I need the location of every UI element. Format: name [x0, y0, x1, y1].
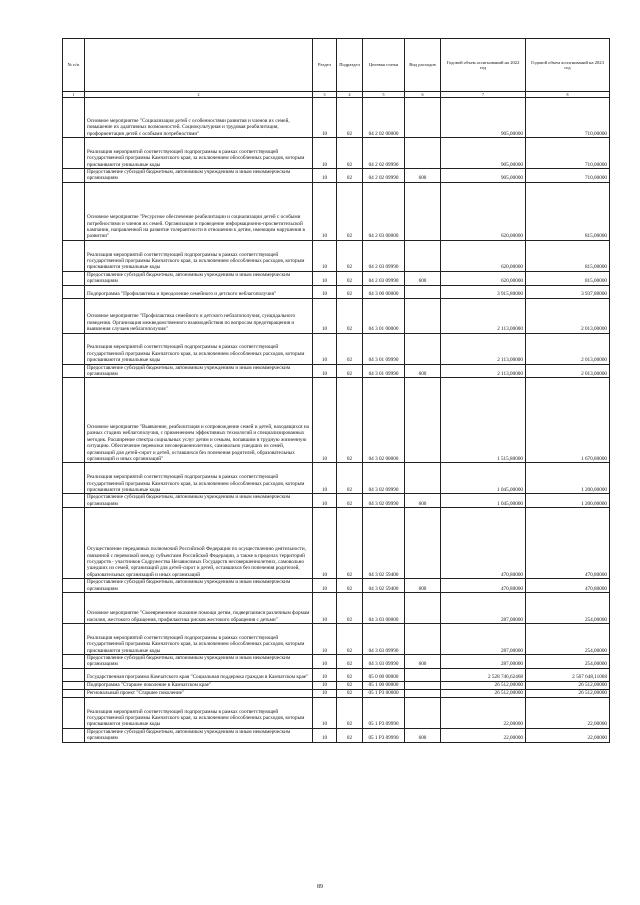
row-2023-cell: 2 013,00000	[526, 298, 610, 333]
row-number-cell	[63, 463, 85, 494]
row-2022-cell: 2 113,00000	[441, 298, 526, 333]
row-2022-cell: 905,00000	[441, 98, 526, 138]
table-row	[63, 681, 610, 689]
row-subsection-cell: 02	[337, 169, 363, 183]
row-2022-cell: 22,00000	[441, 728, 526, 742]
row-target-cell: 04 3 03 09990	[363, 624, 405, 655]
row-exp-type-cell	[405, 333, 441, 364]
row-exp-type-cell: 600	[405, 655, 441, 669]
row-2022-cell: 287,00000	[441, 593, 526, 624]
row-subsection-cell: 02	[337, 593, 363, 624]
row-2022-cell: 905,00000	[441, 138, 526, 169]
row-2023-cell: 815,00000	[526, 240, 610, 271]
table-body	[63, 98, 610, 743]
row-name-cell: Основное мероприятие "Ресурсное обеспечение реабилитации и социализации детей с особыми потребностями и членов их семей. Организация и проведение информационно-просветительской кампании, направленной на развитие толерантности в отношении к детям, имеющим нарушения в развитии"	[85, 182, 313, 240]
row-subsection-cell: 02	[337, 378, 363, 463]
row-target-cell: 04 3 01 09990	[363, 364, 405, 378]
row-section-cell: 10	[313, 378, 337, 463]
row-number-cell	[63, 169, 85, 183]
column-number: 1	[63, 92, 85, 98]
row-exp-type-cell: 600	[405, 494, 441, 508]
row-exp-type-cell	[405, 285, 441, 298]
row-section-cell: 10	[313, 182, 337, 240]
row-target-cell: 04 2 02 09990	[363, 169, 405, 183]
row-subsection-cell: 02	[337, 333, 363, 364]
row-2023-cell: 26 512,00000	[526, 681, 610, 689]
row-number-cell	[63, 689, 85, 697]
row-target-cell: 04 3 02 09990	[363, 494, 405, 508]
row-section-cell: 10	[313, 579, 337, 593]
row-exp-type-cell	[405, 138, 441, 169]
header-subsection: Подраздел	[337, 39, 363, 92]
row-name-cell: Предоставление субсидий бюджетным, автономным учреждениям и иным некоммерческим организациям	[85, 494, 313, 508]
row-subsection-cell: 02	[337, 728, 363, 742]
row-number-cell	[63, 624, 85, 655]
table-row	[63, 624, 610, 655]
row-number-cell	[63, 579, 85, 593]
column-number: 4	[337, 92, 363, 98]
row-subsection-cell: 02	[337, 182, 363, 240]
row-subsection-cell: 02	[337, 655, 363, 669]
row-exp-type-cell	[405, 593, 441, 624]
row-target-cell: 05 1 P3 09990	[363, 697, 405, 728]
row-subsection-cell: 02	[337, 138, 363, 169]
table-row	[63, 182, 610, 240]
row-section-cell: 10	[313, 364, 337, 378]
table-row	[63, 689, 610, 697]
row-exp-type-cell: 600	[405, 169, 441, 183]
row-name-cell: Предоставление субсидий бюджетным, автономным учреждениям и иным некоммерческим организациям	[85, 169, 313, 183]
table-row	[63, 508, 610, 579]
row-name-cell: Реализация мероприятий соответствующей подпрограммы в рамках соответствующей государственной программы Камчатского края, за исключением обособленных расходов, которым присваиваются уникальные коды	[85, 240, 313, 271]
row-number-cell	[63, 655, 85, 669]
row-number-cell	[63, 240, 85, 271]
table-row	[63, 333, 610, 364]
row-target-cell: 04 3 03 00000	[363, 593, 405, 624]
table-row	[63, 271, 610, 285]
row-subsection-cell: 02	[337, 98, 363, 138]
row-number-cell	[63, 378, 85, 463]
row-number-cell	[63, 98, 85, 138]
table-row	[63, 285, 610, 298]
row-section-cell: 10	[313, 494, 337, 508]
row-name-cell: Реализация мероприятий соответствующей подпрограммы в рамках соответствующей государственной программы Камчатского края, за исключением обособленных расходов, которым присваиваются уникальные коды	[85, 463, 313, 494]
row-exp-type-cell: 600	[405, 364, 441, 378]
row-2022-cell: 1 515,80000	[441, 378, 526, 463]
row-subsection-cell: 02	[337, 668, 363, 681]
row-2022-cell: 287,00000	[441, 624, 526, 655]
table-row	[63, 728, 610, 742]
row-exp-type-cell: 600	[405, 728, 441, 742]
row-target-cell: 04 2 03 00000	[363, 182, 405, 240]
row-number-cell	[63, 364, 85, 378]
column-number: 8	[526, 92, 610, 98]
row-2023-cell: 26 512,00000	[526, 689, 610, 697]
row-subsection-cell: 02	[337, 579, 363, 593]
row-exp-type-cell	[405, 298, 441, 333]
row-number-cell	[63, 333, 85, 364]
row-name-cell: Основное мероприятие "Социализация детей с особенностями развития и членов их семей, повышение их адаптивных возможностей. Социокультурная и трудовая реабилитация, профориентация детей с особыми потребностями"	[85, 98, 313, 138]
row-2023-cell: 2 567 648,11068	[526, 668, 610, 681]
row-exp-type-cell	[405, 508, 441, 579]
row-section-cell: 10	[313, 697, 337, 728]
row-subsection-cell: 02	[337, 508, 363, 579]
row-name-cell: Подпрограмма "Профилактика и преодоление семейного и детского неблагополучия"	[85, 285, 313, 298]
row-exp-type-cell	[405, 668, 441, 681]
row-2023-cell: 710,00000	[526, 98, 610, 138]
row-exp-type-cell: 600	[405, 271, 441, 285]
row-exp-type-cell	[405, 182, 441, 240]
row-2023-cell: 1 670,80000	[526, 378, 610, 463]
row-subsection-cell: 02	[337, 463, 363, 494]
row-2023-cell: 2 013,00000	[526, 364, 610, 378]
row-section-cell: 10	[313, 668, 337, 681]
column-number: 7	[441, 92, 526, 98]
row-subsection-cell: 02	[337, 240, 363, 271]
row-2022-cell: 1 045,00000	[441, 494, 526, 508]
row-2022-cell: 26 512,00000	[441, 681, 526, 689]
row-target-cell: 04 3 02 00000	[363, 378, 405, 463]
row-number-cell	[63, 668, 85, 681]
row-section-cell: 10	[313, 271, 337, 285]
row-subsection-cell: 02	[337, 624, 363, 655]
row-2023-cell: 22,00000	[526, 697, 610, 728]
table-row	[63, 655, 610, 669]
row-exp-type-cell	[405, 624, 441, 655]
row-name-cell: Осуществление переданных полномочий Российской Федерации по осуществлению деятельности, связанной с перевозкой между субъектами Российской Федерации, а также в пределах территорий государств - участников Содружества Независимых Государств несовершеннолетних, самовольно ушедших из семей, организаций для детей-сирот и детей, оставшихся без попечения родителей, образовательных организаций и иных организаций	[85, 508, 313, 579]
row-2022-cell: 2 528 746,62468	[441, 668, 526, 681]
table-row	[63, 593, 610, 624]
row-target-cell: 05 0 00 00000	[363, 668, 405, 681]
row-2023-cell: 254,00000	[526, 624, 610, 655]
row-name-cell: Предоставление субсидий бюджетным, автономным учреждениям и иным некоммерческим организациям	[85, 364, 313, 378]
header-no: № п/п	[63, 39, 85, 92]
row-2023-cell: 710,00000	[526, 138, 610, 169]
table-row	[63, 298, 610, 333]
row-name-cell: Предоставление субсидий бюджетным, автономным учреждениям и иным некоммерческим организациям	[85, 579, 313, 593]
column-number: 6	[405, 92, 441, 98]
header-name	[85, 39, 313, 92]
row-section-cell: 10	[313, 689, 337, 697]
row-section-cell: 10	[313, 463, 337, 494]
table-row	[63, 668, 610, 681]
row-exp-type-cell	[405, 697, 441, 728]
row-target-cell: 04 3 01 09990	[363, 333, 405, 364]
row-2022-cell: 620,00000	[441, 240, 526, 271]
column-number: 2	[85, 92, 313, 98]
row-2022-cell: 1 045,00000	[441, 463, 526, 494]
row-name-cell: Региональный проект "Старшее поколение"	[85, 689, 313, 697]
row-2023-cell: 470,80000	[526, 579, 610, 593]
row-number-cell	[63, 494, 85, 508]
row-target-cell: 05 1 00 00000	[363, 681, 405, 689]
row-exp-type-cell	[405, 463, 441, 494]
row-section-cell: 10	[313, 298, 337, 333]
row-2022-cell: 2 113,00000	[441, 333, 526, 364]
row-number-cell	[63, 138, 85, 169]
row-exp-type-cell	[405, 689, 441, 697]
row-subsection-cell: 02	[337, 697, 363, 728]
page-number: 89	[317, 884, 323, 890]
row-exp-type-cell	[405, 98, 441, 138]
row-number-cell	[63, 508, 85, 579]
row-target-cell: 04 2 03 09990	[363, 240, 405, 271]
table-row	[63, 579, 610, 593]
row-subsection-cell: 02	[337, 494, 363, 508]
row-number-cell	[63, 697, 85, 728]
row-2023-cell: 470,80000	[526, 508, 610, 579]
table-row	[63, 378, 610, 463]
row-number-cell	[63, 298, 85, 333]
column-number: 3	[313, 92, 337, 98]
header-2023: Годовой объем ассигнований на 2023 год	[526, 39, 610, 92]
row-2022-cell: 620,00000	[441, 271, 526, 285]
row-number-cell	[63, 182, 85, 240]
row-2022-cell: 2 113,00000	[441, 364, 526, 378]
row-2023-cell: 1 200,00000	[526, 494, 610, 508]
row-subsection-cell: 02	[337, 271, 363, 285]
row-subsection-cell: 02	[337, 285, 363, 298]
row-2022-cell: 3 915,80000	[441, 285, 526, 298]
table-row	[63, 98, 610, 138]
table-row	[63, 463, 610, 494]
row-target-cell: 04 3 00 00000	[363, 285, 405, 298]
row-target-cell: 04 2 03 09990	[363, 271, 405, 285]
row-name-cell: Основное мероприятие "Своевременное оказание помощи детям, подвергшимся различным формам насилия, жестокого обращения, профилактика рисков жестокого обращения с детьми"	[85, 593, 313, 624]
row-section-cell: 10	[313, 508, 337, 579]
row-2023-cell: 710,00000	[526, 169, 610, 183]
table-row	[63, 169, 610, 183]
row-name-cell: Подпрограмма "Старшее поколение в Камчатском крае"	[85, 681, 313, 689]
row-section-cell: 10	[313, 681, 337, 689]
row-name-cell: Реализация мероприятий соответствующей подпрограммы в рамках соответствующей государственной программы Камчатского края, за исключением обособленных расходов, которым присваиваются уникальные коды	[85, 138, 313, 169]
row-exp-type-cell: 600	[405, 579, 441, 593]
row-number-cell	[63, 593, 85, 624]
row-2022-cell: 620,00000	[441, 182, 526, 240]
row-2022-cell: 287,00000	[441, 655, 526, 669]
row-subsection-cell: 02	[337, 689, 363, 697]
row-2022-cell: 26 512,00000	[441, 689, 526, 697]
row-name-cell: Реализация мероприятий соответствующей подпрограммы в рамках соответствующей государственной программы Камчатского края, за исключением обособленных расходов, которым присваиваются уникальные коды	[85, 624, 313, 655]
row-section-cell: 10	[313, 333, 337, 364]
row-name-cell: Основное мероприятие "Профилактика семейного и детского неблагополучия, суицидального поведения. Организация межведомственного взаимодействия по вопросам предотвращения и выявления случаев неблагополучия"	[85, 298, 313, 333]
row-target-cell: 04 2 02 09990	[363, 138, 405, 169]
row-2023-cell: 815,00000	[526, 271, 610, 285]
row-name-cell: Реализация мероприятий соответствующей подпрограммы в рамках соответствующей государственной программы Камчатского края, за исключением обособленных расходов, которым присваиваются уникальные коды	[85, 697, 313, 728]
header-2022: Годовой объем ассигнований на 2022 год	[441, 39, 526, 92]
row-2022-cell: 22,00000	[441, 697, 526, 728]
row-target-cell: 04 3 02 09990	[363, 463, 405, 494]
row-2022-cell: 470,80000	[441, 508, 526, 579]
row-target-cell: 04 3 03 09990	[363, 655, 405, 669]
table-row	[63, 138, 610, 169]
row-2023-cell: 1 200,00000	[526, 463, 610, 494]
row-target-cell: 04 3 01 00000	[363, 298, 405, 333]
row-section-cell: 10	[313, 593, 337, 624]
row-name-cell: Государственная программа Камчатского края "Социальная поддержка граждан в Камчатском крае"	[85, 668, 313, 681]
row-section-cell: 10	[313, 98, 337, 138]
row-2023-cell: 254,00000	[526, 593, 610, 624]
row-2022-cell: 470,80000	[441, 579, 526, 593]
row-2023-cell: 3 937,80000	[526, 285, 610, 298]
row-subsection-cell: 02	[337, 298, 363, 333]
row-subsection-cell: 02	[337, 681, 363, 689]
row-section-cell: 10	[313, 285, 337, 298]
row-name-cell: Предоставление субсидий бюджетным, автономным учреждениям и иным некоммерческим организациям	[85, 655, 313, 669]
row-number-cell	[63, 728, 85, 742]
header-target: Целевая статья	[363, 39, 405, 92]
column-number: 5	[363, 92, 405, 98]
row-exp-type-cell	[405, 681, 441, 689]
row-target-cell: 04 3 02 59400	[363, 508, 405, 579]
header-exp-type: Вид расходов	[405, 39, 441, 92]
row-target-cell: 05 1 P3 09990	[363, 728, 405, 742]
row-section-cell: 10	[313, 169, 337, 183]
header-section: Раздел	[313, 39, 337, 92]
row-section-cell: 10	[313, 655, 337, 669]
row-exp-type-cell	[405, 378, 441, 463]
row-name-cell: Предоставление субсидий бюджетным, автономным учреждениям и иным некоммерческим организациям	[85, 728, 313, 742]
row-subsection-cell: 02	[337, 364, 363, 378]
table-row	[63, 494, 610, 508]
row-2023-cell: 815,00000	[526, 182, 610, 240]
row-2023-cell: 22,00000	[526, 728, 610, 742]
budget-table	[62, 38, 610, 743]
row-name-cell: Реализация мероприятий соответствующей подпрограммы в рамках соответствующей государственной программы Камчатского края, за исключением обособленных расходов, которым присваиваются уникальные коды	[85, 333, 313, 364]
row-section-cell: 10	[313, 138, 337, 169]
table-header-row	[63, 39, 610, 92]
row-2022-cell: 905,00000	[441, 169, 526, 183]
row-section-cell: 10	[313, 624, 337, 655]
row-exp-type-cell	[405, 240, 441, 271]
row-target-cell: 04 2 02 00000	[363, 98, 405, 138]
row-name-cell: Основное мероприятие "Выявление, реабилитация и сопровождение семей и детей, находящихся на разных стадиях неблагополучия, с применением эффективных технологий и специализированных методик. Расширение спектра социальных услуг детям и семьям, попавшим в трудную жизненную ситуацию. Обеспечение перевозки несовершеннолетних, самовольно ушедших из семей, организаций для детей-сирот и детей, оставшихся без попечения родителей, образовательных организаций и иных организаций"	[85, 378, 313, 463]
row-name-cell: Предоставление субсидий бюджетным, автономным учреждениям и иным некоммерческим организациям	[85, 271, 313, 285]
row-number-cell	[63, 285, 85, 298]
table-row	[63, 240, 610, 271]
table-row	[63, 697, 610, 728]
row-number-cell	[63, 271, 85, 285]
row-2023-cell: 2 013,00000	[526, 333, 610, 364]
row-section-cell: 10	[313, 728, 337, 742]
row-number-cell	[63, 681, 85, 689]
row-2023-cell: 254,00000	[526, 655, 610, 669]
row-target-cell: 05 1 P3 00000	[363, 689, 405, 697]
table-row	[63, 364, 610, 378]
row-section-cell: 10	[313, 240, 337, 271]
row-target-cell: 04 3 02 59400	[363, 579, 405, 593]
